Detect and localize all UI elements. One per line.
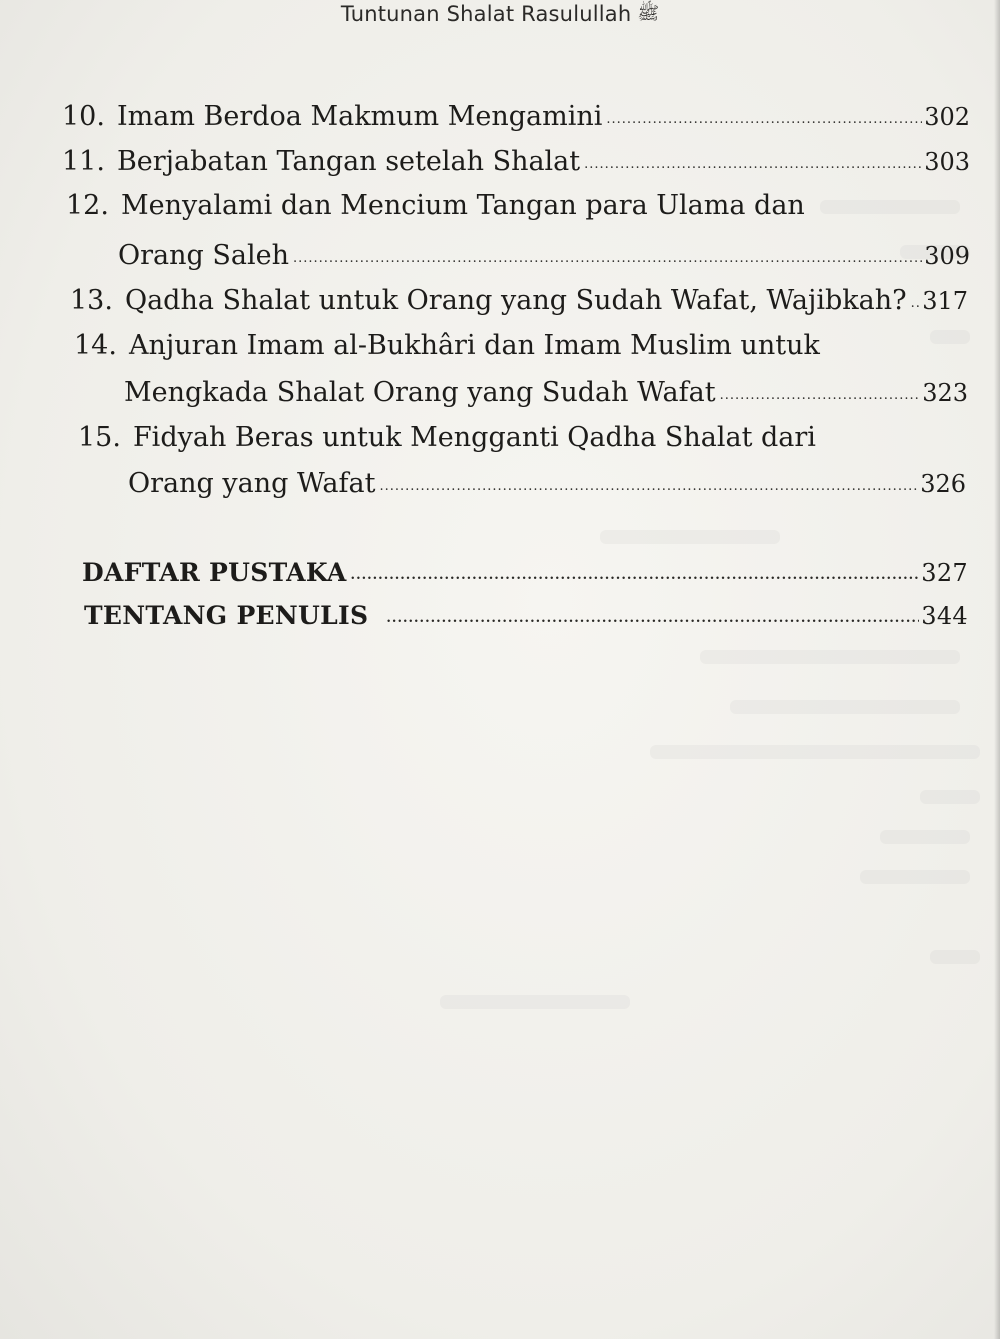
toc-backmatter-page: 327 (921, 559, 968, 587)
toc-entry-title: Berjabatan Tangan setelah Shalat (116, 146, 581, 177)
page-edge-shadow (994, 0, 1000, 1339)
toc-entry-title-continued: Orang Saleh (118, 240, 289, 271)
toc-entry-title: Menyalami dan Mencium Tangan para Ulama dan (120, 190, 805, 221)
toc-entry-number: 14. (74, 330, 117, 361)
toc-entry-number: 12. (66, 190, 109, 221)
toc-entry-10[interactable] (62, 103, 970, 130)
dot-leader (379, 480, 918, 493)
toc-entry-title-continued: Mengkada Shalat Orang yang Sudah Wafat (124, 377, 716, 408)
toc-entry-15-line1[interactable] (78, 424, 968, 451)
toc-entry-page: 326 (920, 470, 966, 498)
toc-entry-title: Anjuran Imam al-Bukhâri dan Imam Muslim untuk (128, 330, 820, 361)
dot-leader (911, 297, 921, 310)
toc-entry-14-line1[interactable] (74, 332, 968, 359)
running-header (0, 2, 1000, 30)
toc-entry-11[interactable] (62, 148, 970, 175)
toc-entry-page: 303 (924, 148, 970, 176)
toc-backmatter-title: TENTANG PENULIS (84, 601, 369, 630)
honorific-glyph: ﷺ (637, 3, 660, 24)
toc-entry-13[interactable] (70, 287, 968, 314)
toc-entry-number: 10. (62, 101, 105, 132)
toc-entry-title: Qadha Shalat untuk Orang yang Sudah Wafat, Wajibkah? (124, 285, 907, 316)
toc-entry-14-line2[interactable] (124, 379, 968, 406)
toc-entry-12-line1[interactable] (66, 192, 970, 219)
toc-entry-title: Fidyah Beras untuk Mengganti Qadha Shalat dari (132, 422, 816, 453)
toc-entry-page: 317 (922, 287, 968, 315)
toc-entry-title-continued: Orang yang Wafat (128, 468, 376, 499)
toc-entry-page: 302 (924, 103, 970, 131)
toc-entry-page: 323 (922, 379, 968, 407)
dot-leader (386, 612, 919, 625)
running-title: Tuntunan Shalat Rasulullah (340, 2, 632, 26)
toc-tentang-penulis[interactable] (84, 603, 968, 628)
dot-leader (720, 389, 921, 402)
dot-leader (293, 252, 922, 265)
toc-entry-15-line2[interactable] (128, 470, 966, 497)
dot-leader (351, 569, 920, 582)
toc-entry-title: Imam Berdoa Makmum Mengamini (116, 101, 603, 132)
toc-daftar-pustaka[interactable] (82, 560, 968, 585)
dot-leader (606, 113, 922, 126)
toc-backmatter-page: 344 (921, 602, 968, 630)
toc-entry-page: 309 (924, 242, 970, 270)
dot-leader (584, 158, 922, 171)
toc-entry-number: 13. (70, 285, 113, 316)
toc-entry-number: 11. (62, 146, 105, 177)
toc-entry-number: 15. (78, 422, 121, 453)
toc-entry-12-line2[interactable] (118, 242, 970, 269)
toc-backmatter-title: DAFTAR PUSTAKA (82, 558, 347, 587)
